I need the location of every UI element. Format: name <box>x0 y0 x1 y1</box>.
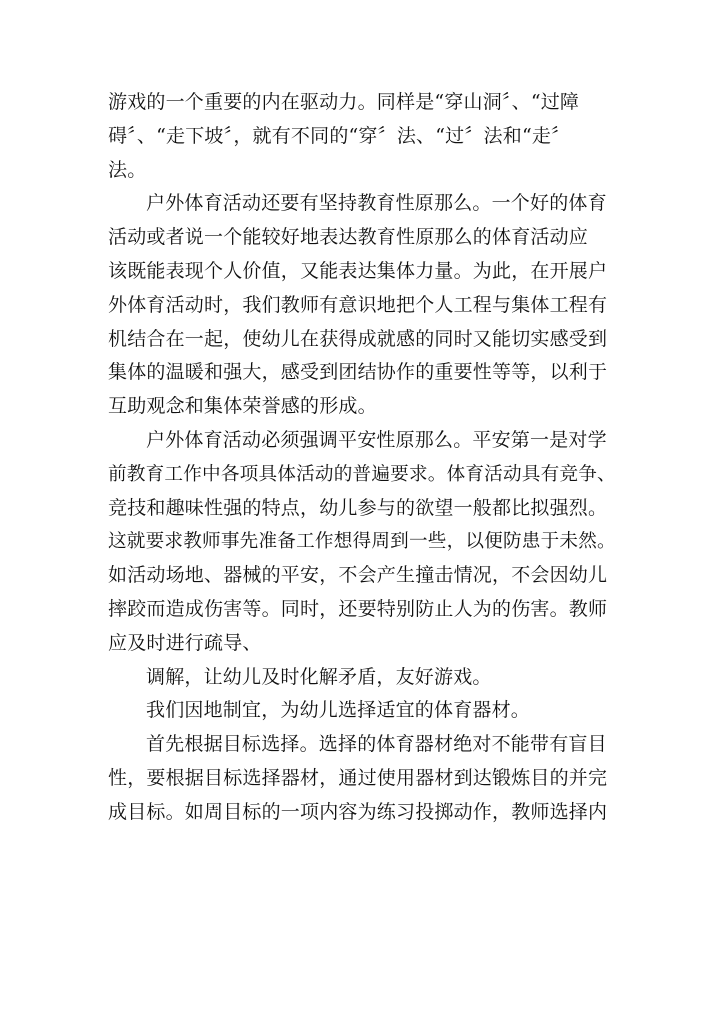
text-line: 外体育活动时，我们教师有意识地把个人工程与集体工程有 <box>108 293 608 316</box>
text-line: 应及时进行疏导、 <box>108 631 262 654</box>
paragraph-first-line: 户外体育活动还要有坚持教育性原那么。一个好的体育 <box>146 192 607 215</box>
text-line: 成目标。如周目标的一项内容为练习投掷动作，教师选择内 <box>108 800 608 823</box>
text-line: 集体的温暖和强大，感受到团结协作的重要性等等，以利于 <box>108 361 608 384</box>
text-line: 该既能表现个人价值，又能表达集体力量。为此，在开展户 <box>108 259 608 282</box>
text-line: 法。 <box>108 158 147 181</box>
text-line: 这就要求教师事先准备工作想得周到一些，以便防患于未然。 <box>108 531 616 553</box>
text-line: 竞技和趣味性强的特点，幼儿参与的欲望一般都比拟强烈。 <box>108 496 608 519</box>
text-line: 机结合在一起，使幼儿在获得成就感的同时又能切实感受到 <box>108 327 608 350</box>
text-line: 如活动场地、器械的平安，不会产生撞击情况，不会因幼儿 <box>108 564 608 587</box>
document-page <box>108 86 616 830</box>
paragraph-first-line: 户外体育活动必须强调平安性原那么。平安第一是对学 <box>146 428 607 451</box>
paragraph-first-line: 我们因地制宜，为幼儿选择适宜的体育器材。 <box>146 699 531 722</box>
text-line: 活动或者说一个能较好地表达教育性原那么的体育活动应 <box>108 226 589 249</box>
text-line: 游戏的一个重要的内在驱动力。同样是“穿山洞〞、“过障 <box>108 91 580 113</box>
paragraph-first-line: 调解，让幼儿及时化解矛盾，友好游戏。 <box>146 665 492 688</box>
text-line: 前教育工作中各项具体活动的普遍要求。体育活动具有竞争、 <box>108 463 616 485</box>
text-line: 碍〞、“走下坡〞，就有不同的“穿〞法、“过〞法和“走〞 <box>108 124 571 147</box>
text-line: 性，要根据目标选择器材，通过使用器材到达锻炼目的并完 <box>108 766 608 789</box>
text-line: 互助观念和集体荣誉感的形成。 <box>108 395 377 418</box>
text-line: 摔跤而造成伤害等。同时，还要特别防止人为的伤害。教师 <box>108 597 608 620</box>
paragraph-first-line: 首先根据目标选择。选择的体育器材绝对不能带有盲目 <box>146 733 607 756</box>
